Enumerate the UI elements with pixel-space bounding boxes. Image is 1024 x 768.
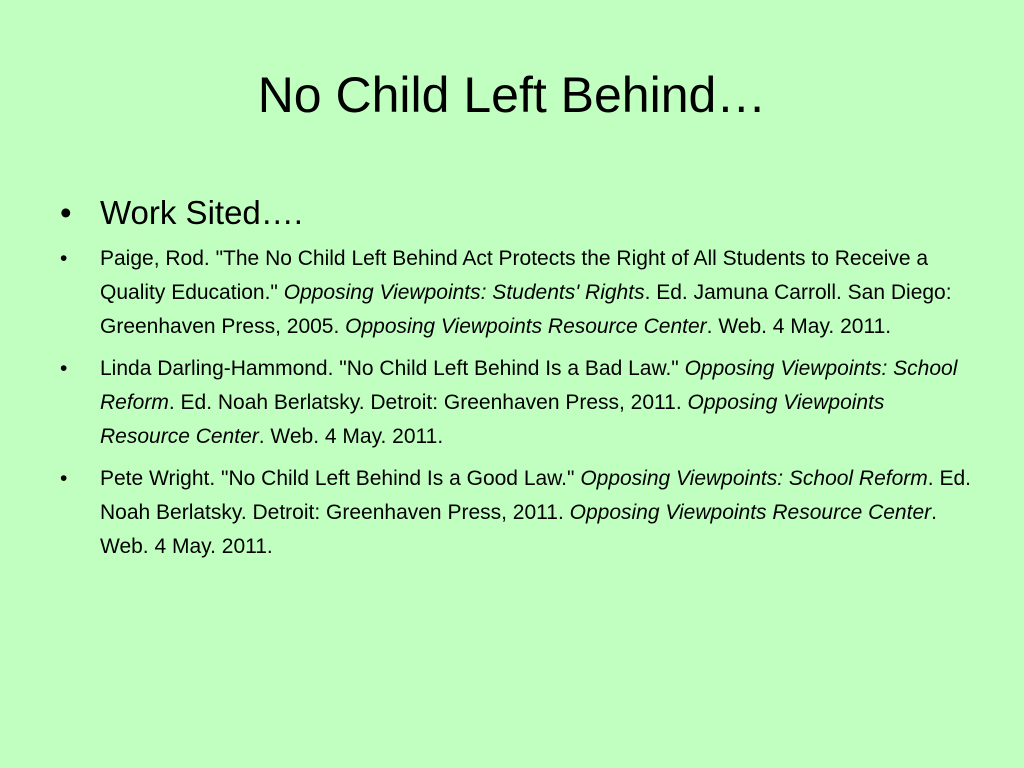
reference-publication: . Ed. Noah Berlatsky. Detroit: Greenhaven Press, 2011. xyxy=(168,391,682,414)
reference-book: Opposing Viewpoints: School Reform xyxy=(100,357,958,414)
bullet-icon: • xyxy=(60,247,68,270)
reference-book: Opposing Viewpoints: School Reform xyxy=(580,467,928,490)
bullet-list xyxy=(56,190,976,572)
reference-database: Opposing Viewpoints Resource Center xyxy=(569,501,932,524)
reference-article: "The No Child Left Behind Act Protects the Right of All Students to Receive a Quality Education." xyxy=(100,247,929,304)
reference-book: Opposing Viewpoints: Students' Rights xyxy=(283,281,645,304)
reference-authors: Pete Wright. xyxy=(100,467,216,490)
reference-authors: Linda Darling-Hammond. xyxy=(100,357,334,380)
bullet-icon: • xyxy=(60,357,68,380)
reference-item-3 xyxy=(56,462,976,564)
reference-article: "No Child Left Behind Is a Good Law." xyxy=(221,467,575,490)
bullet-icon: • xyxy=(60,194,72,231)
reference-access: . Web. 4 May. 2011. xyxy=(100,501,937,558)
reference-item-1 xyxy=(56,242,976,344)
reference-database: Opposing Viewpoints Resource Center xyxy=(100,391,885,448)
reference-publication: . Ed. Jamuna Carroll. San Diego: Greenhaven Press, 2005. xyxy=(100,281,952,338)
section-heading: Work Sited…. xyxy=(100,194,303,231)
slide-title: No Child Left Behind… xyxy=(257,67,767,123)
reference-access: . Web. 4 May. 2011. xyxy=(706,315,892,338)
reference-article: "No Child Left Behind Is a Bad Law." xyxy=(339,357,679,380)
reference-authors: Paige, Rod. xyxy=(100,247,210,270)
list-item-heading xyxy=(56,190,976,236)
reference-database: Opposing Viewpoints Resource Center xyxy=(345,315,707,338)
bullet-icon: • xyxy=(60,467,68,490)
reference-item-2 xyxy=(56,352,976,454)
reference-publication: . Ed. Noah Berlatsky. Detroit: Greenhaven Press, 2011. xyxy=(100,467,971,524)
reference-access: . Web. 4 May. 2011. xyxy=(258,425,444,448)
